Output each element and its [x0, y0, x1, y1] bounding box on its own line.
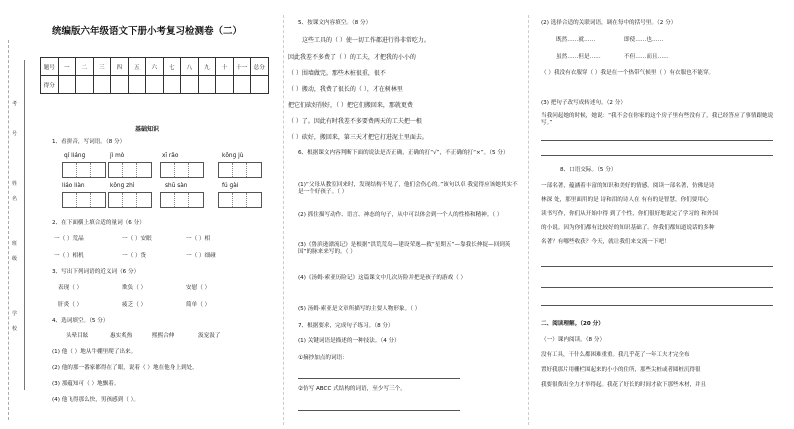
score-header-row	[41, 58, 269, 76]
word-option: 惠实炙热	[110, 333, 133, 339]
sub-question: (1) 关键词语是描述的一种技法。（4 分）	[298, 338, 400, 344]
question-7-sub2-label: (2) 选择合适的关联词语，调在每中的括号里。（2 分）	[541, 20, 677, 26]
score-header-cell: 总分	[251, 58, 269, 76]
pinyin: xī rǎo	[162, 153, 179, 159]
reading-line: 置好我那片用栅栏围起来的小小的住所，那些尖桩或者圆桩沉得很	[541, 367, 701, 373]
sub-question: ①摘抄加点的词语：	[298, 355, 348, 361]
passage-line[interactable]: （ ）搬动，我费了很长的（ ），才在树林里	[288, 86, 403, 93]
score-header-cell: 六	[146, 58, 164, 76]
tianzige-box[interactable]	[62, 192, 106, 208]
score-header-cell: 四	[111, 58, 129, 76]
column-divider	[283, 15, 284, 425]
pinyin: kōnɡ zhì	[110, 183, 135, 189]
binding-label: 号	[12, 131, 18, 137]
paragraph-line: 名著？有哪些收获？今天，就让我们来交流一下吧！	[541, 239, 670, 245]
question-8-label: 8、口语交际。（5 分）	[560, 167, 617, 173]
judge-item[interactable]: (5) 汤姆·索亚是文章所描写的主要人物形象。（ ）	[298, 306, 421, 312]
fill-item[interactable]: (2) 他的那一番家都得在了眼，说着（ ）地在他身上到处。	[52, 365, 198, 371]
paragraph-line: 林深 处，那里面用的是 诗和泪的诗人在 有有的是智慧，你们要用心	[541, 197, 709, 203]
score-header-cell: 七	[163, 58, 181, 76]
fill-item[interactable]: 安慰（ ）	[186, 285, 211, 291]
score-header-cell: 十一	[233, 58, 251, 76]
reading-line: 没有工具，干什么都困难重重。我几乎花了一年工夫才完全布	[541, 352, 690, 358]
pinyin: qí liánɡ	[64, 153, 86, 159]
fill-item[interactable]: 表现（ ）	[58, 285, 83, 291]
binding-line	[8, 40, 9, 420]
score-header-cell: 一	[58, 58, 76, 76]
score-header-cell: 三	[93, 58, 111, 76]
sub-question-text: 当我问起她的时候，她说：“我不会在你家的这个房子里有些没有了，我已经答应了事情跟她说写。”	[541, 113, 774, 126]
fill-sentence[interactable]: （ ）我没有衣服穿（ ）我是在一个热带气候里（ ）有衣服也不能穿。	[541, 70, 715, 76]
word-option: 头晕目眩	[66, 333, 89, 339]
answer-line[interactable]	[298, 410, 460, 411]
binding-label: 考	[12, 101, 18, 107]
binding-label: 级	[12, 256, 18, 262]
score-row-label: 得分	[41, 76, 59, 94]
fill-item[interactable]: 一（ ）相机	[54, 253, 84, 259]
question-3-label: 3、写出下列词语的近义词（6 分）	[52, 269, 140, 275]
score-cell[interactable]	[58, 76, 76, 94]
pinyin: fú ɡài	[222, 183, 239, 189]
score-cell[interactable]	[233, 76, 251, 94]
section-2-title: 二、阅读理解。（20 分）	[541, 321, 604, 327]
passage-line[interactable]: 把它们砍好削好，（ ）把它们搬回来，那就更费	[288, 102, 413, 109]
fill-item[interactable]: (4) 他飞得那么快，男孩感到（ ）。	[52, 397, 139, 403]
section-2-subtitle: （一）课内阅读。（8 分）	[541, 337, 606, 343]
question-6-label: 6、根据课文内容判断下面的说法是否正确，正确的打“√”，不正确的打“×”。（5 分）	[298, 150, 509, 156]
fill-item[interactable]: 肝炎（ ）	[58, 302, 83, 308]
tianzige-box[interactable]	[108, 162, 152, 178]
binding-label: 班	[12, 241, 18, 247]
column-divider	[528, 15, 529, 425]
answer-line[interactable]	[541, 287, 773, 288]
fill-item[interactable]: 一（ ）细碰	[186, 253, 216, 259]
score-cell[interactable]	[146, 76, 164, 94]
pinyin: liáo liàn	[62, 183, 85, 189]
binding-label: 姓	[12, 181, 18, 187]
binding-label: 校	[12, 326, 18, 332]
score-header-cell: 九	[198, 58, 216, 76]
fill-item[interactable]: 一（ ）相	[186, 236, 211, 242]
binding-label: 学	[12, 311, 18, 317]
score-table	[40, 57, 269, 94]
score-cell[interactable]	[76, 76, 94, 94]
passage-line[interactable]: 这些工具的（ ）使一切工作都进行得非常吃力。	[302, 37, 430, 44]
binding-line-2	[24, 60, 25, 390]
question-5-label: 5、按课文内容填空。（8 分）	[298, 20, 372, 26]
fill-item[interactable]: 简单（ ）	[186, 302, 211, 308]
score-header-cell: 八	[181, 58, 199, 76]
tianzige-box[interactable]	[160, 162, 204, 178]
question-2-label: 2、在下面横上填合适的量词（6 分）	[52, 220, 145, 226]
score-value-row	[41, 76, 269, 94]
connective-option: 虽然……但是……	[556, 54, 601, 60]
score-header-cell: 题号	[41, 58, 59, 76]
word-option: 熙熙合伸	[152, 333, 175, 339]
answer-line[interactable]	[541, 266, 773, 267]
judge-item[interactable]: (4)《汤姆·索亚历险记》这篇课文中几次历险并把是孩子的游戏（ ）	[298, 275, 467, 281]
answer-line[interactable]	[298, 378, 460, 379]
answer-line[interactable]	[541, 140, 773, 141]
answer-line[interactable]	[541, 155, 773, 156]
fill-item[interactable]: 疲乏（ ）	[122, 302, 147, 308]
sub-question: (3) 把句子改写成转述句。（2 分）	[541, 100, 626, 106]
binding-label: 名	[12, 196, 18, 202]
fill-item[interactable]: 一（ ）货	[122, 253, 147, 259]
score-cell[interactable]	[181, 76, 199, 94]
passage-line[interactable]: （ ）围墙做完。那些木桩很重，很不	[288, 70, 386, 77]
judge-item[interactable]: (2) 抓住描写动作、语言、神态的句子，从中可以体会到一个人的性格和精神。（ ）	[298, 212, 503, 218]
answer-line[interactable]	[541, 305, 773, 306]
paragraph-line: 一部名著，蕴涵着丰富的知识和美好的情感。阅读一部名著，仿佛是诗	[541, 183, 715, 189]
score-cell[interactable]	[216, 76, 234, 94]
score-cell[interactable]	[128, 76, 146, 94]
reading-line: 我要很费出全力才举得起。我花了好长的时间才砍下那些木材，并且	[541, 382, 707, 388]
word-option: 汲宠汲了	[198, 333, 221, 339]
score-header-cell: 十	[216, 58, 234, 76]
score-cell[interactable]	[251, 76, 269, 94]
tianzige-box[interactable]	[160, 192, 204, 208]
question-1-label: 1、看拼音，写词语。（8 分）	[52, 139, 126, 145]
score-header-cell: 五	[128, 58, 146, 76]
pinyin: kōnɡ jù	[222, 153, 244, 159]
score-header-cell: 二	[76, 58, 94, 76]
question-4-label: 4、选词填空。（5 分）	[52, 318, 109, 324]
score-cell[interactable]	[198, 76, 216, 94]
passage-line[interactable]: （ ）了。因此有时我差不多要费两天的工夫把一根	[288, 118, 422, 125]
tianzige-box[interactable]	[218, 192, 262, 208]
fill-item[interactable]: 一（ ）安眠	[122, 236, 152, 242]
judge-item[interactable]: (1)“父母从教室回来时，发现结构不见了，他们会伤心的。”该句以卓 我觉得应该她其实不是一个好孩子。（ ）	[298, 182, 518, 195]
paragraph-line: 的小说。因为你们都有比较好的知识基础了。你我们都知道说话的多种	[541, 225, 715, 231]
score-cell[interactable]	[111, 76, 129, 94]
passage-line[interactable]: 因此我差不多费了（ ）的工夫，才把我的小小的	[288, 54, 416, 61]
fill-item[interactable]: (1) 他（ ）地从牛棚里爬了出来。	[52, 349, 137, 355]
tianzige-box[interactable]	[108, 192, 152, 208]
paragraph-line: 读书写作，你们从开始中得 到了个性，你们很好地说完了学习的 和外国	[541, 211, 718, 217]
connective-option: 既然……就……	[556, 37, 596, 43]
score-cell[interactable]	[93, 76, 111, 94]
passage-line[interactable]: （ ）砍好，搬回来，第三天才把它打进泥土里面去。	[288, 134, 428, 141]
tianzige-box[interactable]	[62, 162, 106, 178]
exam-title: 统编版六年级语文下册小考复习检测卷（二）	[52, 26, 243, 37]
fill-item[interactable]: 一（ ）荒晶	[54, 236, 84, 242]
tianzige-box[interactable]	[218, 162, 262, 178]
section-title: 基础知识	[135, 126, 160, 133]
connective-option: 不但……而且……	[624, 54, 669, 60]
sub-question: ②仿写 ABCC 式结构的词语，至少写三个。	[298, 386, 406, 392]
judge-item[interactable]: (3)《鲁滨逊漂流记》是根据“洪荒荒岛—建设荣逸—救“星期五”—靠我长伸捉—回到英国”的脉来来写的。（ ）	[298, 242, 511, 255]
pinyin: jì mò	[110, 153, 125, 159]
fill-item[interactable]: (3) 那蕴知可（ ）地飘着。	[52, 381, 120, 387]
connective-option: 即使……也……	[624, 37, 664, 43]
score-cell[interactable]	[163, 76, 181, 94]
pinyin: shū sàn	[165, 183, 188, 189]
fill-item[interactable]: 欺负（ ）	[122, 285, 147, 291]
question-7-label: 7、根据要求，完成句子练习。（8 分）	[298, 323, 394, 329]
